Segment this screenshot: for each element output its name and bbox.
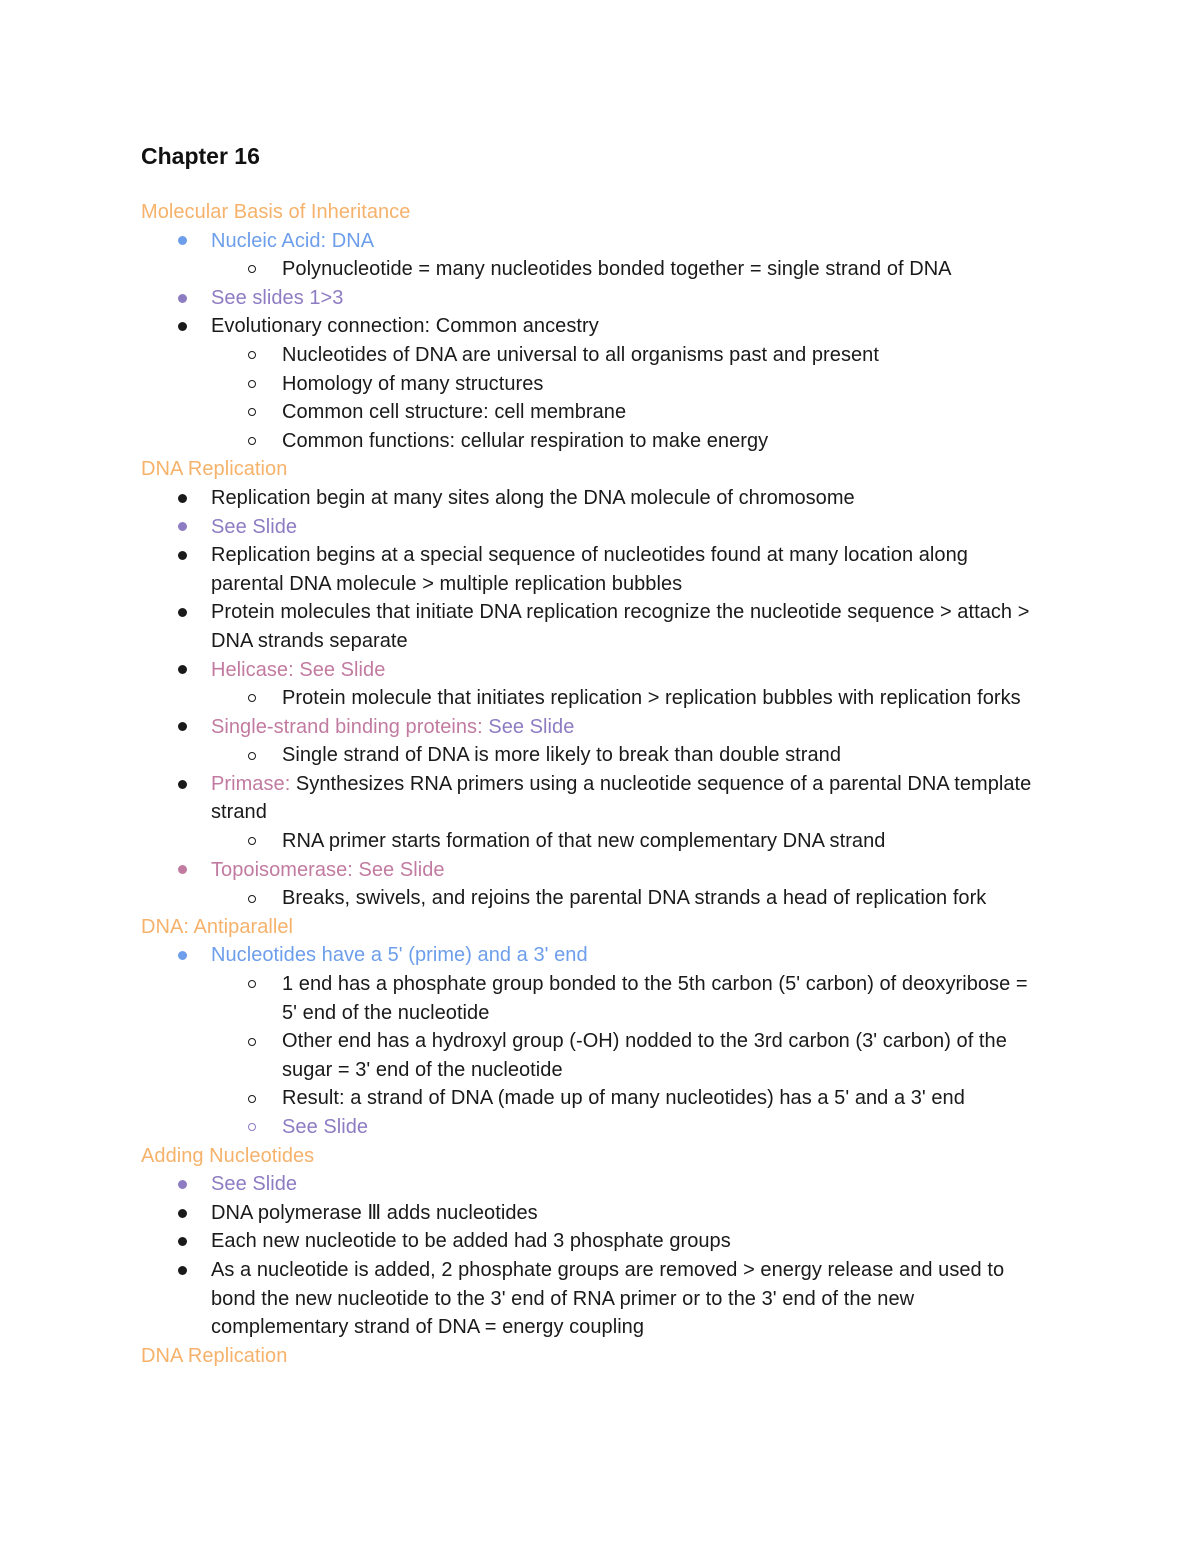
- bullet-disc-icon: [178, 1227, 187, 1256]
- text-run: Protein molecule that initiates replication > replication bubbles with replication forks: [282, 687, 1021, 710]
- list-item-text: [211, 312, 1041, 341]
- bullet-disc-icon: [178, 713, 187, 742]
- bullet-disc-icon: [178, 1256, 187, 1285]
- bullet-disc-icon: [178, 656, 187, 685]
- sub-list-item: [141, 370, 1041, 399]
- list-item: [141, 484, 1041, 513]
- sub-list-item: [141, 684, 1041, 713]
- text-run: Evolutionary connection: Common ancestry: [211, 315, 599, 338]
- text-run: Common cell structure: cell membrane: [282, 401, 627, 424]
- list-item-text: [282, 970, 1041, 1027]
- sub-list-item: [141, 884, 1041, 913]
- text-run: See Slide: [282, 1116, 369, 1138]
- list-item: [141, 227, 1041, 256]
- list-item-text: [211, 227, 1041, 256]
- list-item-text: [211, 513, 1041, 542]
- list-item: [141, 1199, 1041, 1228]
- bullet-circle-icon: [248, 970, 256, 999]
- sub-list-item: [141, 427, 1041, 456]
- list-item-text: [211, 941, 1041, 970]
- list-item-text: [282, 684, 1041, 713]
- sub-list-item: [141, 398, 1041, 427]
- text-run: Nucleic Acid: DNA: [211, 229, 375, 252]
- bullet-circle-icon: [248, 398, 256, 427]
- bullet-disc-icon: [178, 284, 187, 313]
- list-item-text: [282, 341, 1041, 370]
- text-run: Common functions: cellular respiration to make energy: [282, 429, 769, 452]
- list-item-text: [211, 656, 1041, 685]
- section-heading: DNA: Antiparallel: [141, 915, 294, 938]
- sub-list-item: [141, 341, 1041, 370]
- list-item-text: [282, 398, 1041, 427]
- bullet-disc-icon: [178, 770, 187, 799]
- text-run: See Slide: [299, 658, 386, 681]
- sub-list-item: [141, 970, 1041, 1027]
- list-item-text: [282, 827, 1041, 856]
- text-run: See Slide: [488, 715, 575, 738]
- section-heading: Adding Nucleotides: [141, 1144, 315, 1167]
- list-item-text: [282, 1113, 1041, 1142]
- bullet-circle-icon: [248, 341, 256, 370]
- bullet-disc-icon: [178, 941, 187, 970]
- section-heading: Molecular Basis of Inheritance: [141, 201, 411, 223]
- bullet-disc-icon: [178, 227, 187, 256]
- text-run: 1 end has a phosphate group bonded to the 5th carbon (5' carbon) of deoxyribose = 5' end of the nucleotide: [282, 973, 1028, 1024]
- section-heading: DNA Replication: [141, 1344, 288, 1367]
- bullet-circle-icon: [248, 427, 256, 456]
- list-item-text: [211, 856, 1041, 885]
- sub-list-item: [141, 1084, 1041, 1113]
- text-run: Single-strand binding proteins:: [211, 715, 489, 738]
- list-item: [141, 312, 1041, 341]
- list-item-text: [211, 598, 1041, 655]
- bullet-disc-icon: [178, 856, 187, 885]
- text-run: Replication begin at many sites along the DNA molecule of chromosome: [211, 486, 855, 509]
- list-item: [141, 713, 1041, 742]
- bullet-circle-icon: [248, 684, 256, 713]
- text-run: Primase:: [211, 772, 296, 795]
- text-run: Nucleotides have a 5' (prime) and a 3' end: [211, 944, 588, 967]
- list-item: [141, 770, 1041, 827]
- text-run: Polynucleotide = many nucleotides bonded together = single strand of DNA: [282, 258, 952, 281]
- text-run: Topoisomerase: See Slide: [211, 858, 445, 881]
- bullet-disc-icon: [178, 312, 187, 341]
- bullet-circle-icon: [248, 370, 256, 399]
- list-item: [141, 513, 1041, 542]
- bullet-disc-icon: [178, 513, 187, 542]
- list-item: [141, 284, 1041, 313]
- text-run: RNA primer starts formation of that new complementary DNA strand: [282, 830, 886, 853]
- text-run: Breaks, swivels, and rejoins the parental DNA strands a head of replication fork: [282, 887, 987, 910]
- sub-list-item: [141, 255, 1041, 284]
- text-run: As a nucleotide is added, 2 phosphate groups are removed > energy release and used to bond the new nucleotide to the 3' end of RNA primer or to the 3' end of the new complementary strand of DNA = energy coupling: [211, 1258, 1005, 1339]
- bullet-circle-icon: [248, 1113, 256, 1142]
- list-item: [141, 598, 1041, 655]
- list-item: [141, 1170, 1041, 1199]
- text-run: See slides 1>3: [211, 286, 344, 309]
- page-title: Chapter 16: [141, 143, 260, 169]
- list-item-text: [282, 884, 1041, 913]
- list-item-text: [211, 541, 1041, 598]
- sub-list-item: [141, 827, 1041, 856]
- list-item-text: [211, 1199, 1041, 1228]
- list-item-text: [211, 713, 1041, 742]
- list-item: [141, 1227, 1041, 1256]
- bullet-disc-icon: [178, 1199, 187, 1228]
- sub-list-item: [141, 1027, 1041, 1084]
- text-run: See Slide: [211, 1173, 298, 1196]
- sub-list-item: [141, 1113, 1041, 1142]
- list-item: [141, 856, 1041, 885]
- list-item: [141, 656, 1041, 685]
- bullet-circle-icon: [248, 1084, 256, 1113]
- section-heading: DNA Replication: [141, 458, 288, 481]
- list-item-text: [282, 427, 1041, 456]
- bullet-disc-icon: [178, 541, 187, 570]
- list-item: [141, 541, 1041, 598]
- list-item-text: [282, 255, 1041, 284]
- list-item-text: [211, 1170, 1041, 1199]
- bullet-circle-icon: [248, 1027, 256, 1056]
- text-run: Single strand of DNA is more likely to break than double strand: [282, 744, 841, 767]
- list-item-text: [211, 484, 1041, 513]
- sub-list-item: [141, 741, 1041, 770]
- bullet-circle-icon: [248, 884, 256, 913]
- bullet-circle-icon: [248, 741, 256, 770]
- list-item-text: [282, 1084, 1041, 1113]
- list-item-text: [282, 370, 1041, 399]
- list-item: [141, 1256, 1041, 1342]
- text-run: See Slide: [211, 515, 298, 538]
- list-item-text: [211, 1256, 1041, 1342]
- text-run: Homology of many structures: [282, 372, 544, 395]
- notes-body: [141, 198, 1041, 1370]
- bullet-circle-icon: [248, 255, 256, 284]
- list-item-text: [211, 1227, 1041, 1256]
- bullet-circle-icon: [248, 827, 256, 856]
- list-item-text: [211, 284, 1041, 313]
- bullet-disc-icon: [178, 1170, 187, 1199]
- text-run: Other end has a hydroxyl group (-OH) nodded to the 3rd carbon (3' carbon) of the sugar = 3' end of the nucleotide: [282, 1030, 1007, 1081]
- list-item-text: [282, 1027, 1041, 1084]
- text-run: Nucleotides of DNA are universal to all organisms past and present: [282, 343, 879, 366]
- text-run: Protein molecules that initiate DNA replication recognize the nucleotide sequence > attach > DNA strands separate: [211, 601, 1030, 652]
- text-run: Helicase:: [211, 658, 300, 681]
- text-run: Synthesizes RNA primers using a nucleotide sequence of a parental DNA template strand: [211, 772, 1032, 824]
- text-run: Result: a strand of DNA (made up of many nucleotides) has a 5' and a 3' end: [282, 1087, 965, 1110]
- bullet-disc-icon: [178, 598, 187, 627]
- list-item-text: [211, 770, 1041, 827]
- text-run: Replication begins at a special sequence of nucleotides found at many location along parental DNA molecule > multiple replication bubbles: [211, 544, 968, 595]
- list-item-text: [282, 741, 1041, 770]
- text-run: Each new nucleotide to be added had 3 phosphate groups: [211, 1230, 731, 1253]
- text-run: DNA polymerase Ⅲ adds nucleotides: [211, 1201, 538, 1224]
- list-item: [141, 941, 1041, 970]
- bullet-disc-icon: [178, 484, 187, 513]
